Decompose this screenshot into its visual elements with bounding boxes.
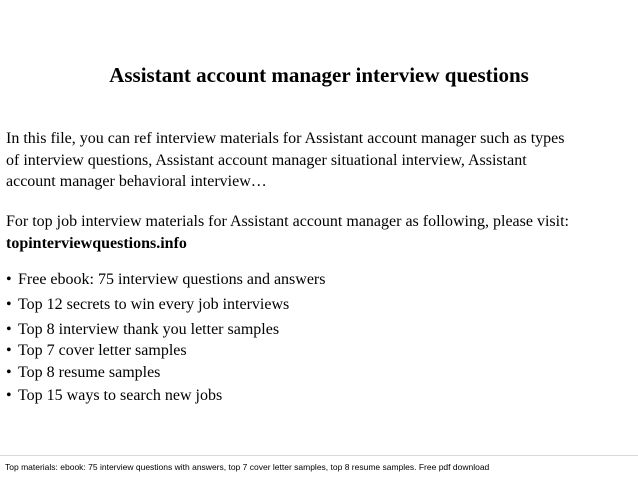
intro-paragraph: [6, 128, 634, 193]
list-item: [6, 294, 289, 315]
bullet-glyph: •: [6, 364, 12, 381]
intro-line: In this file, you can ref interview materials for Assistant account manager such as types: [6, 130, 565, 147]
page-title: Assistant account manager interview questions: [109, 63, 529, 87]
intro-line: account manager behavioral interview…: [6, 173, 267, 190]
list-item-text: Top 8 interview thank you letter samples: [18, 321, 280, 338]
list-item: [6, 362, 160, 383]
bullet-glyph: •: [6, 321, 12, 338]
website-link[interactable]: topinterviewquestions.info: [6, 234, 187, 252]
visit-text: For top job interview materials for Assistant account manager as following, please visit:: [6, 213, 569, 230]
list-item-text: Free ebook: 75 interview questions and answers: [18, 271, 326, 288]
bullet-glyph: •: [6, 387, 12, 404]
list-item-text: Top 15 ways to search new jobs: [18, 387, 223, 404]
visit-paragraph: [6, 211, 634, 254]
bullet-glyph: •: [6, 296, 12, 313]
list-item-text: Top 8 resume samples: [18, 364, 161, 381]
list-item-text: Top 7 cover letter samples: [18, 342, 187, 359]
intro-line: of interview questions, Assistant account manager situational interview, Assistant: [6, 151, 527, 169]
list-item: [6, 385, 222, 406]
list-item: [6, 319, 279, 340]
footer-bar: [0, 455, 638, 480]
list-item-text: Top 12 secrets to win every job interviews: [18, 296, 290, 313]
bullet-glyph: •: [6, 271, 12, 288]
list-item: [6, 340, 187, 361]
bullet-glyph: •: [6, 342, 12, 359]
list-item: [6, 269, 325, 290]
footer-text: Top materials: ebook: 75 interview questions with answers, top 7 cover letter samples, top 8 resume samples. Free pdf download: [5, 462, 490, 472]
